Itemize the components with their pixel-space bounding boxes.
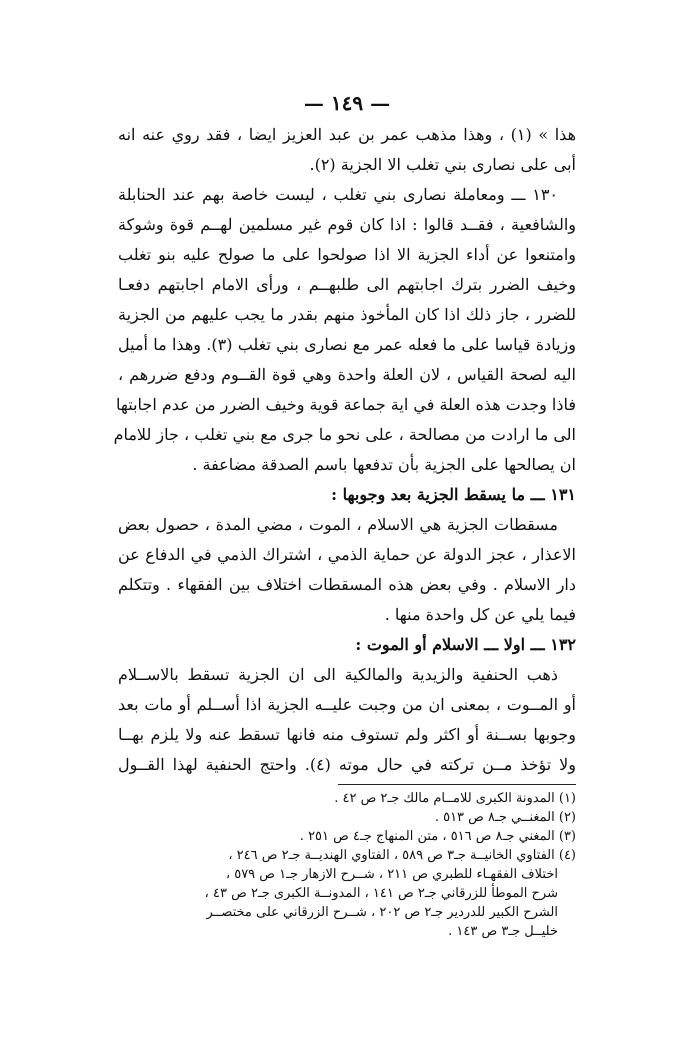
footnote-4-continued: الشرح الكبير للدردير جـ٢ ص ٢٠٢ ، شــرح الزرقاني على مختصــر: [206, 905, 558, 920]
document-page: [113, 88, 577, 941]
footnote-4-continued: خليــل جـ٣ ص ١٤٣ .: [448, 924, 558, 939]
text-line: والشافعية ، فقــد قالوا : اذا كان قوم غير مسلمين لهــم قوة وشوكة: [118, 215, 576, 234]
footnote-3: (٣) المغني جـ٨ ص ٥١٦ ، متن المنهاج جـ٤ ص ٢٥١ .: [299, 829, 576, 844]
text-line: اليه لصحة القياس ، لان العلة واحدة وهي قوة القــوم ودفع ضررهم ،: [118, 365, 576, 384]
footnote-4-continued: اختلاف الفقهـاء للطبري ص ٢١١ ، شــرح الازهار جـ١ ص ٥٧٩ ،: [225, 867, 558, 882]
text-line: فيما يلي عن كل واحدة منها .: [384, 605, 576, 624]
footnote-divider: [338, 784, 576, 785]
footnotes: [118, 789, 576, 941]
text-line: ولا تؤخذ مــن تركته في حال موته (٤). واحتج الحنفية لهذا القــول: [118, 755, 577, 774]
text-line: مسقطات الجزية هي الاسلام ، الموت ، مضي المدة ، حصول بعض: [118, 515, 558, 534]
footnote-4: (٤) الفتاوي الخانيــة جـ٣ ص ٥٨٩ ، الفتاوي الهنديــة جـ٢ ص ٢٤٦ ،: [228, 848, 576, 863]
text-line: ذهب الحنفية والزيدية والمالكية الى ان الجزية تسقط بالاســلام: [118, 665, 558, 684]
text-line: فاذا وجدت هذه العلة في اية جماعة قوية وخيف الضرر من عدم اجابتها: [116, 395, 576, 414]
footnote-4-continued: شرح الموطأ للزرقاني جـ٢ ص ١٤١ ، المدونــة الكبرى جـ٢ ص ٤٣ ،: [204, 886, 558, 901]
text-line: وامتنعوا عن أداء الجزية الا اذا صولحوا على ما صولح عليه بنو تغلب: [118, 245, 576, 264]
text-line: وجوبها بســنة أو اكثر ولم تستوف منه فانها تسقط عنه ولا يلزم بهــا: [118, 725, 576, 744]
text-line: وخيف الضرر بترك اجابتهم الى طلبهــم ، ورأى الامام اجابتهم دفعـا: [118, 275, 576, 294]
text-line: للضرر ، جاز ذلك اذا كان المأخوذ منهم بقدر ما يجب عليهم من الجزية: [118, 305, 576, 324]
text-line: دار الاسلام . وفي بعض هذه المسقطات اختلاف بين الفقهاء . وتتكلم: [118, 575, 576, 594]
section-heading-132: ١٣٢ ـــ اولا ـــ الاسلام أو الموت :: [355, 635, 576, 654]
footnote-1: (١) المدونة الكبرى للامــام مالك جـ٢ ص ٤٢ .: [334, 791, 576, 806]
text-line: هذا » (١) ، وهذا مذهب عمر بن عبد العزيز ايضا ، فقد روي عنه انه: [118, 125, 576, 144]
text-line: الاعذار ، عجز الدولة عن حماية الذمي ، اشتراك الذمي في الدفاع عن: [118, 545, 576, 564]
text-line: ان يصالحها على الجزية بأن تدفعها باسم الصدقة مضاعفة .: [192, 455, 576, 474]
page-number: — ١٤٩ —: [303, 91, 391, 115]
paragraph-130-start: ١٣٠ ـــ ومعاملة نصارى بني تغلب ، ليست خاصة بهم عند الحنابلة: [118, 185, 558, 204]
text-line: أبى على نصارى بني تغلب الا الجزية (٢).: [309, 155, 576, 174]
text-line: الى ما ارادت من مصالحة ، على نحو ما جرى مع بني تغلب ، جاز للامام: [113, 425, 576, 444]
text-line: وزيادة قياسا على ما فعله عمر مع نصارى بني تغلب (٣). وهذا ما أميل: [118, 335, 576, 354]
intro-text: [113, 120, 576, 480]
section-heading-131: ١٣١ ـــ ما يسقط الجزية بعد وجوبها :: [331, 485, 576, 504]
text-line: أو المــوت ، بمعنى ان من وجبت عليــه الجزية اذا أســلم أو مات بعد: [118, 695, 576, 714]
section-132-text: [118, 660, 576, 780]
footnote-2: (٢) المغنــي جـ٨ ص ٥١٣ .: [434, 810, 576, 825]
section-131-text: [118, 510, 576, 630]
